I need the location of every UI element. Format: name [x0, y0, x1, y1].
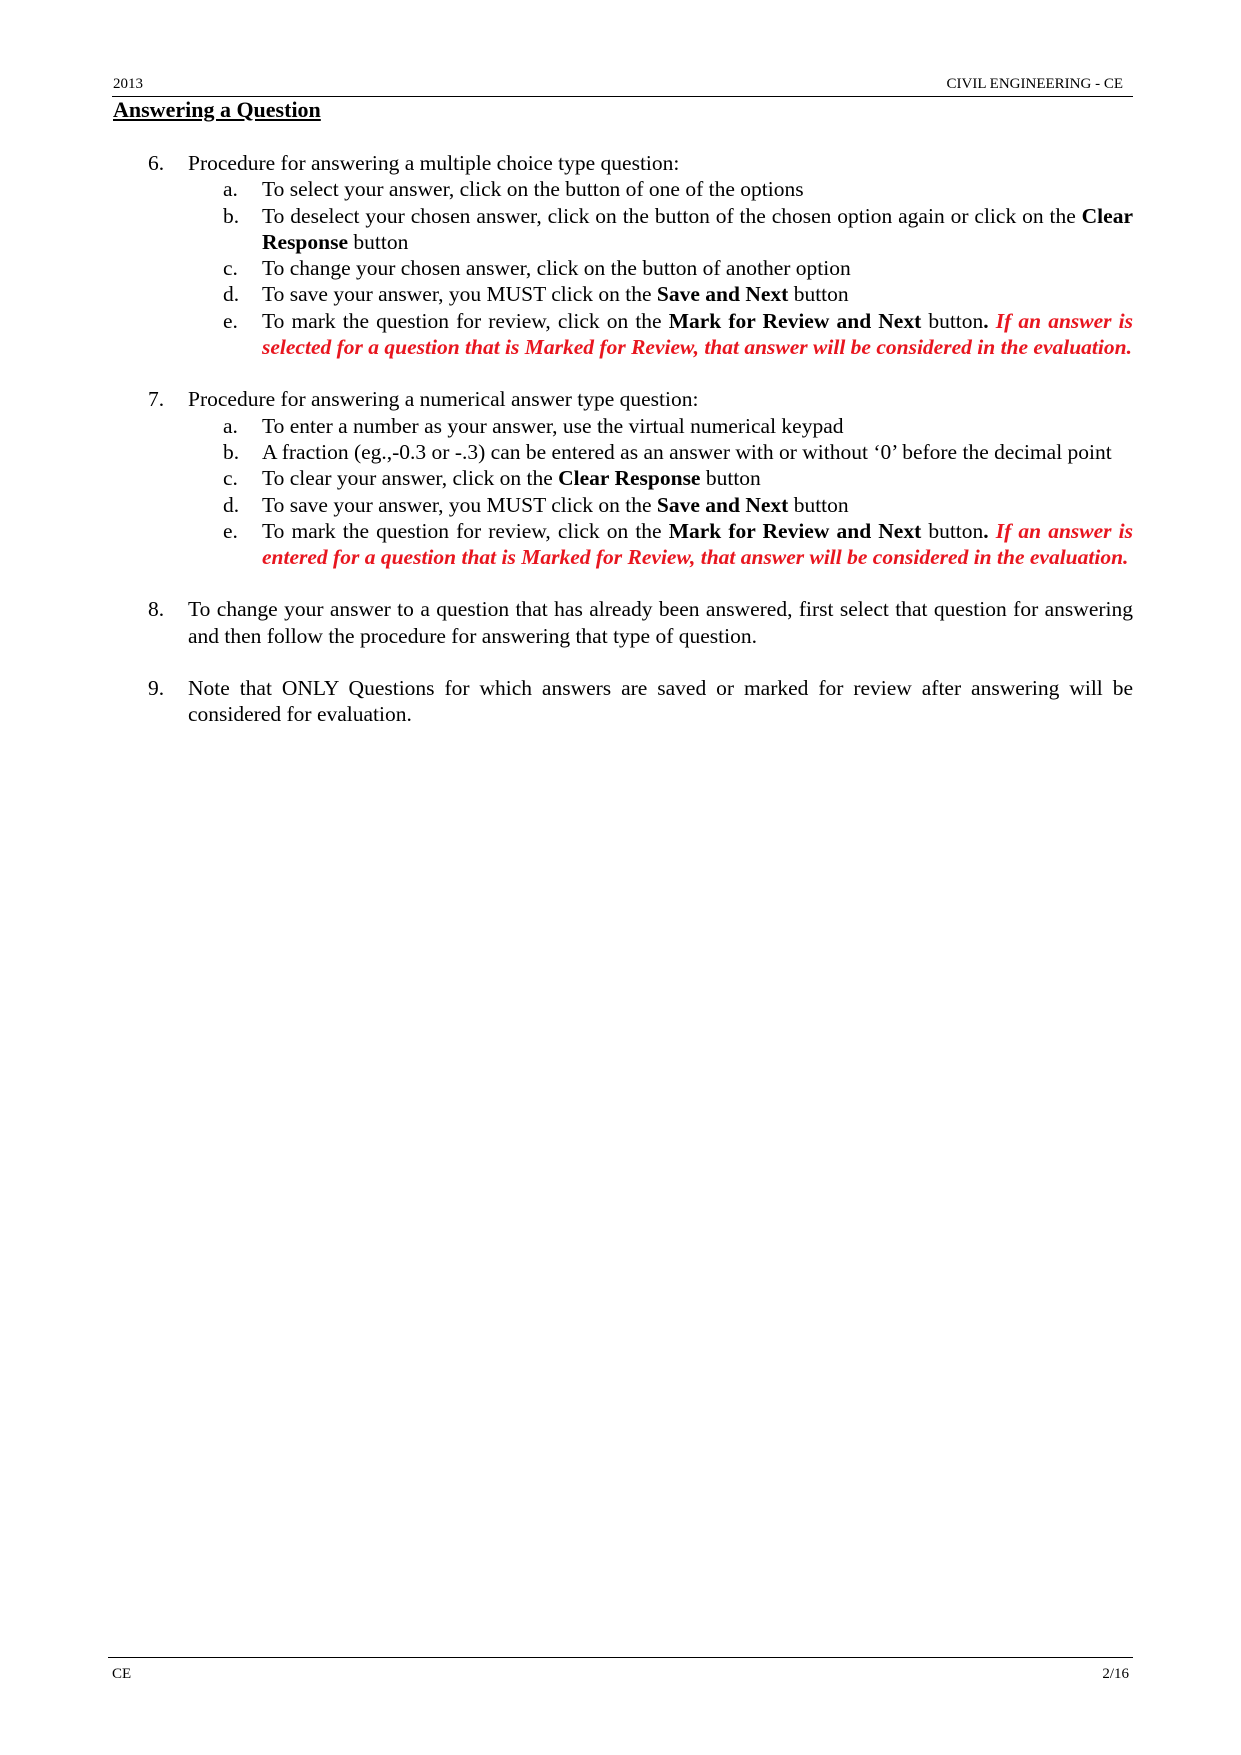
sub-text: To clear your answer, click on the — [262, 466, 559, 491]
sub-item-7c — [148, 465, 1133, 491]
sub-letter: d. — [223, 282, 240, 307]
sub-item-6c — [148, 255, 1133, 281]
bold-term: Clear Response — [262, 203, 1133, 254]
header-year: 2013 — [113, 76, 143, 92]
sub-text: button — [788, 492, 849, 517]
list-item-6 — [148, 150, 1133, 176]
sublist-6 — [148, 176, 1133, 360]
sub-text: To change your chosen answer, click on the button of another option — [262, 256, 851, 281]
sub-text: button — [788, 282, 849, 307]
bold-term: Save and Next — [656, 282, 789, 307]
item-number: 9. — [148, 676, 165, 701]
sub-text: A fraction (eg.,-0.3 or -.3) can be entered as an answer with or without ‘0’ before the decimal point — [262, 439, 1112, 464]
list-item-7 — [148, 386, 1133, 412]
item-number: 8. — [148, 597, 165, 622]
item-number: 6. — [148, 151, 165, 175]
sub-letter: b. — [223, 439, 240, 464]
warning-text: If an answer is entered for a question that is Marked for Review, that answer will be considered in the evaluation. — [262, 518, 1133, 570]
sub-item-6a — [148, 176, 1133, 202]
sub-text: To save your answer, you MUST click on the — [262, 492, 657, 517]
sub-letter: b. — [223, 203, 240, 228]
list-item-8 — [148, 596, 1133, 649]
sub-item-7a — [148, 413, 1133, 439]
instructions-list — [148, 150, 1133, 754]
sub-letter: a. — [223, 413, 238, 438]
item-text: Procedure for answering a numerical answer type question: — [188, 387, 699, 412]
section-title: Answering a Question — [113, 97, 321, 122]
sub-letter: c. — [223, 466, 238, 491]
item-text: Procedure for answering a multiple choice type question: — [188, 151, 680, 175]
sub-text: To mark the question for review, click on the — [262, 518, 669, 543]
sub-text: To select your answer, click on the button of one of the options — [262, 177, 804, 202]
page-number: 2/16 — [1102, 1666, 1129, 1682]
sub-text: To mark the question for review, click on the — [262, 308, 669, 333]
sub-text: To deselect your chosen answer, click on the button of the chosen option again or click on the — [262, 203, 1082, 228]
sub-letter: a. — [223, 177, 238, 202]
bold-term: Mark for Review and Next — [668, 308, 922, 333]
list-item-9 — [148, 675, 1133, 728]
header-subject: CIVIL ENGINEERING - CE — [946, 76, 1123, 92]
sub-item-7e — [148, 518, 1133, 571]
bold-dot: . — [983, 518, 989, 543]
warning-text: If an answer is selected for a question that is Marked for Review, that answer will be considered in the evaluation. — [262, 308, 1133, 360]
page-header — [112, 74, 1133, 97]
sub-text: To enter a number as your answer, use the virtual numerical keypad — [262, 413, 844, 438]
sub-letter: c. — [223, 256, 238, 281]
sub-text: To save your answer, you MUST click on the — [262, 282, 657, 307]
bold-dot: . — [983, 308, 989, 333]
sub-item-7b — [148, 439, 1133, 465]
sublist-7 — [148, 413, 1133, 571]
sub-item-6b — [148, 203, 1133, 256]
sub-text: button — [921, 518, 984, 543]
bold-term: Clear Response — [558, 466, 701, 491]
sub-text: button — [700, 466, 761, 491]
page-footer — [108, 1657, 1133, 1688]
item-text: Note that ONLY Questions for which answers are saved or marked for review after answering will be considered for evaluation. — [188, 676, 1133, 727]
sub-letter: e. — [223, 308, 238, 333]
item-number: 7. — [148, 387, 165, 412]
item-text: To change your answer to a question that has already been answered, first select that question for answering and then follow the procedure for answering that type of question. — [188, 597, 1133, 648]
sub-item-7d — [148, 492, 1133, 518]
sub-text: button — [348, 229, 409, 254]
sub-text: button — [921, 308, 984, 333]
sub-item-6d — [148, 281, 1133, 307]
bold-term: Mark for Review and Next — [668, 518, 922, 543]
sub-letter: d. — [223, 492, 240, 517]
sub-item-6e — [148, 308, 1133, 361]
sub-letter: e. — [223, 518, 238, 543]
footer-code: CE — [112, 1666, 132, 1682]
bold-term: Save and Next — [656, 492, 789, 517]
